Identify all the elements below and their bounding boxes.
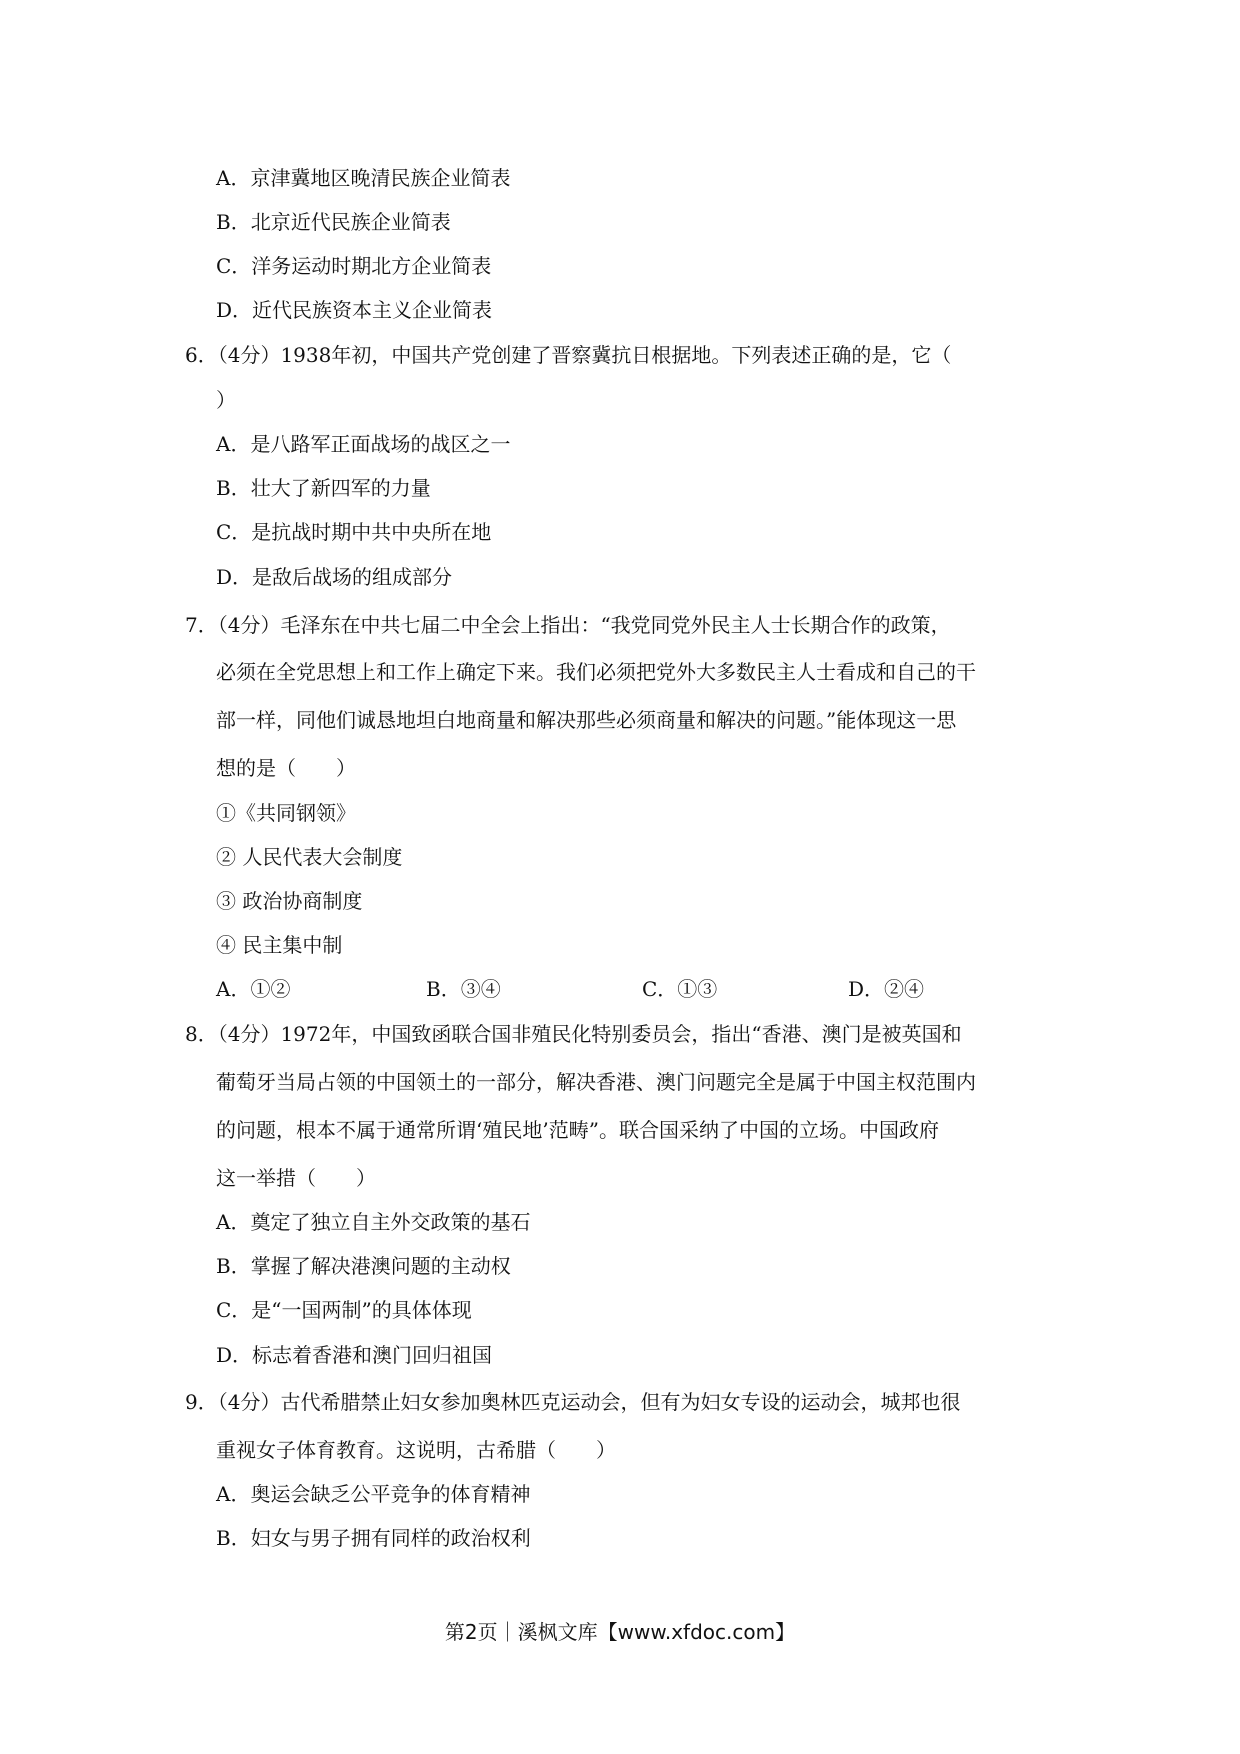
q7-stem-line4: 想的是（ ） [216, 756, 356, 780]
q7-stem-line1: 7．（4分）毛泽东在中共七届二中全会上指出：“我党同党外民主人士长期合作的政策， [185, 613, 951, 637]
q7-option-b: B．③④ [426, 977, 501, 1001]
q7-option-c: C．①③ [642, 977, 718, 1001]
q6-option-c: C．是抗战时期中共中央所在地 [216, 520, 492, 544]
q8-option-a: A．奠定了独立自主外交政策的基石 [216, 1210, 531, 1234]
q8-stem-line3: 的问题，根本不属于通常所谓‘殖民地’范畴”。联合国采纳了中国的立场。中国政府 [216, 1118, 939, 1142]
q8-option-c: C．是“一国两制”的具体体现 [216, 1298, 472, 1322]
q7-item-3: ③ 政治协商制度 [216, 889, 363, 913]
q7-item-2: ② 人民代表大会制度 [216, 845, 403, 869]
q7-option-d: D．②④ [848, 977, 925, 1001]
q6-option-b: B．壮大了新四军的力量 [216, 476, 431, 500]
q7-stem-line2: 必须在全党思想上和工作上确定下来。我们必须把党外大多数民主人士看成和自己的干 [216, 660, 976, 684]
q8-stem-line2: 葡萄牙当局占领的中国领土的一部分，解决香港、澳门问题完全是属于中国主权范围内 [216, 1070, 976, 1094]
q8-option-b: B．掌握了解决港澳问题的主动权 [216, 1254, 511, 1278]
q9-stem-line1: 9．（4分）古代希腊禁止妇女参加奥林匹克运动会，但有为妇女专设的运动会，城邦也很 [185, 1390, 961, 1414]
q7-options-row [216, 975, 976, 1003]
q9-option-a: A．奥运会缺乏公平竞争的体育精神 [216, 1482, 531, 1506]
q8-option-d: D．标志着香港和澳门回归祖国 [216, 1343, 493, 1367]
q8-stem-line4: 这一举措（ ） [216, 1166, 376, 1190]
q7-item-4: ④ 民主集中制 [216, 933, 343, 957]
q6-option-d: D．是敌后战场的组成部分 [216, 565, 453, 589]
page-footer: 第2页｜溪枫文库【www.xfdoc.com】 [444, 1620, 796, 1644]
q9-stem-line2: 重视女子体育教育。这说明，古希腊（ ） [216, 1438, 616, 1462]
q6-stem-line2: ） [216, 388, 236, 412]
q8-stem-line1: 8．（4分）1972年，中国致函联合国非殖民化特别委员会，指出“香港、澳门是被英国和 [185, 1022, 962, 1046]
q7-option-a: A．①② [216, 977, 291, 1001]
q7-item-1: ①《共同钢领》 [216, 801, 356, 825]
q5-option-a: A．京津冀地区晚清民族企业简表 [216, 166, 511, 190]
q9-option-b: B．妇女与男子拥有同样的政治权利 [216, 1526, 531, 1550]
q5-option-c: C．洋务运动时期北方企业简表 [216, 254, 492, 278]
q6-option-a: A．是八路军正面战场的战区之一 [216, 432, 511, 456]
q5-option-d: D．近代民族资本主义企业简表 [216, 298, 493, 322]
q7-stem-line3: 部一样，同他们诚恳地坦白地商量和解决那些必须商量和解决的问题。”能体现这一思 [216, 708, 957, 732]
q5-option-b: B．北京近代民族企业简表 [216, 210, 451, 234]
q6-stem-line1: 6．（4分）1938年初，中国共产党创建了晋察冀抗日根据地。下列表述正确的是，它（ [185, 343, 952, 367]
